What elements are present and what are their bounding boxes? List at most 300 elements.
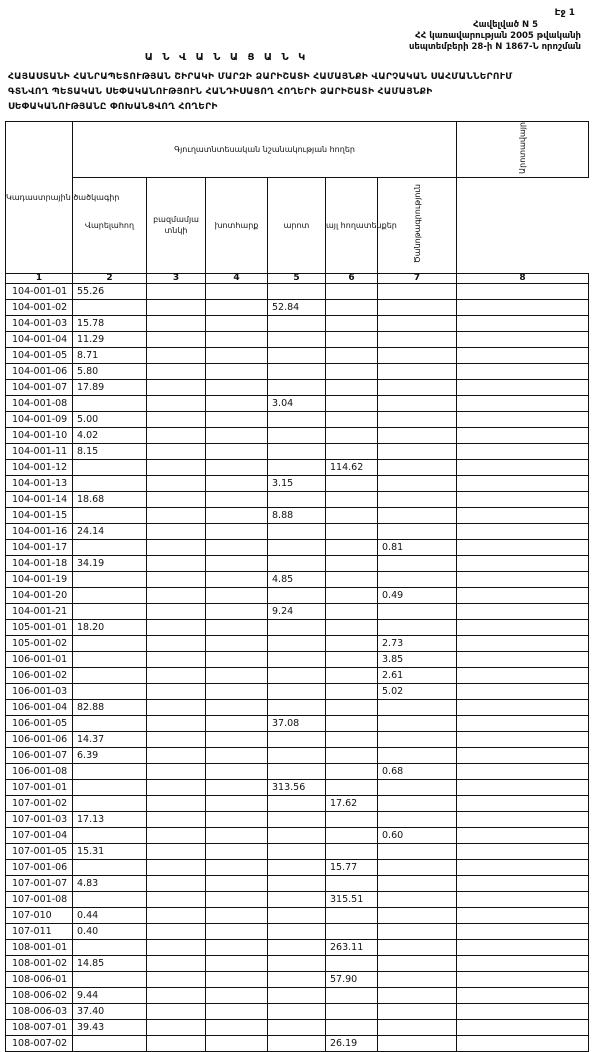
cadastral-code-cell: 108-006-01 (6, 971, 73, 987)
area-value-cell (73, 603, 147, 619)
area-value-cell (457, 635, 589, 651)
area-value-cell: 3.04 (268, 395, 326, 411)
area-value-cell (378, 1019, 457, 1035)
area-value-cell (147, 827, 206, 843)
area-value-cell (147, 715, 206, 731)
area-value-cell (457, 1003, 589, 1019)
column-header-hayfield: խոտհարք (206, 177, 268, 273)
area-value-cell: 34.19 (73, 555, 147, 571)
area-value-cell (147, 331, 206, 347)
area-value-cell (147, 427, 206, 443)
table-row (6, 683, 589, 699)
area-value-cell (378, 555, 457, 571)
area-value-cell (73, 827, 147, 843)
cadastral-code-cell: 107-001-06 (6, 859, 73, 875)
area-value-cell: 5.02 (378, 683, 457, 699)
area-value-cell: 5.80 (73, 363, 147, 379)
area-value-cell: 2.61 (378, 667, 457, 683)
area-value-cell (457, 411, 589, 427)
area-value-cell (457, 619, 589, 635)
area-value-cell (73, 859, 147, 875)
area-value-cell (457, 475, 589, 491)
table-row (6, 411, 589, 427)
area-value-cell (206, 747, 268, 763)
area-value-cell (326, 395, 378, 411)
area-value-cell (73, 651, 147, 667)
cadastral-code-cell: 107-001-04 (6, 827, 73, 843)
area-value-cell (206, 971, 268, 987)
area-value-cell (268, 347, 326, 363)
area-value-cell (206, 315, 268, 331)
area-value-cell (378, 1003, 457, 1019)
area-value-cell (378, 939, 457, 955)
area-value-cell (268, 923, 326, 939)
decree-reference-line-1: ՀՀ կառավարության 2005 թվականի (415, 31, 581, 41)
area-value-cell (326, 1019, 378, 1035)
area-value-cell (206, 539, 268, 555)
area-value-cell (268, 987, 326, 1003)
area-value-cell (147, 859, 206, 875)
table-row (6, 347, 589, 363)
column-number: 7 (378, 273, 457, 283)
area-value-cell (268, 795, 326, 811)
area-value-cell (326, 843, 378, 859)
area-value-cell (206, 859, 268, 875)
area-value-cell (147, 379, 206, 395)
area-value-cell: 17.62 (326, 795, 378, 811)
table-row (6, 363, 589, 379)
area-value-cell (73, 971, 147, 987)
area-value-cell: 4.83 (73, 875, 147, 891)
table-row (6, 379, 589, 395)
table-row (6, 459, 589, 475)
area-value-cell (326, 763, 378, 779)
area-value-cell (206, 395, 268, 411)
area-value-cell (147, 731, 206, 747)
cadastral-code-cell: 107-010 (6, 907, 73, 923)
area-value-cell (378, 443, 457, 459)
cadastral-code-cell: 108-001-01 (6, 939, 73, 955)
area-value-cell (147, 875, 206, 891)
area-value-cell (73, 571, 147, 587)
column-number: 6 (326, 273, 378, 283)
area-value-cell (457, 379, 589, 395)
area-value-cell (378, 491, 457, 507)
cadastral-code-cell: 104-001-08 (6, 395, 73, 411)
document-subtitle: ՀԱՅԱՍՏԱՆԻ ՀԱՆՐԱՊԵՏՈՒԹՅԱՆ ՇԻՐԱԿԻ ՄԱՐԶԻ ՁԱՐԻՇԱՏԻ ՀԱՄԱՅՆՔԻ ՎԱՐՉԱԿԱՆ ՍԱՀՄԱՆՆԵՐՈՒՄ ԳՏՆՎՈՂ ՊԵՏԱԿԱՆ ՍԵՓԱԿԱՆՈՒԹՅՈՒՆ ՀԱՆԴԻՍԱՑՈՂ ՀՈՂԵՐԻ ՁԱՐԻՇԱՏԻ ՀԱՄԱՅՆՔԻ ՍԵՓԱԿԱՆՈՒԹՅԱՆԸ ՓՈԽԱՆՑՎՈՂ ՀՈՂԵՐԻ (8, 72, 513, 112)
table-row (6, 603, 589, 619)
cadastral-code-cell: 104-001-01 (6, 283, 73, 299)
cadastral-code-cell: 107-001-01 (6, 779, 73, 795)
area-value-cell (147, 699, 206, 715)
table-row (6, 875, 589, 891)
area-value-cell (268, 843, 326, 859)
area-value-cell (268, 683, 326, 699)
area-value-cell (206, 1035, 268, 1051)
table-row (6, 331, 589, 347)
area-value-cell (268, 331, 326, 347)
area-value-cell: 15.77 (326, 859, 378, 875)
area-value-cell (457, 763, 589, 779)
area-value-cell (268, 1003, 326, 1019)
table-row (6, 795, 589, 811)
cadastral-code-cell: 106-001-04 (6, 699, 73, 715)
area-value-cell (457, 539, 589, 555)
area-value-cell (326, 555, 378, 571)
area-value-cell (206, 699, 268, 715)
area-value-cell (206, 571, 268, 587)
area-value-cell (457, 907, 589, 923)
cadastral-code-cell: 104-001-06 (6, 363, 73, 379)
area-value-cell (457, 731, 589, 747)
area-value-cell (147, 283, 206, 299)
table-row (6, 443, 589, 459)
cadastral-code-cell: 106-001-08 (6, 763, 73, 779)
area-value-cell (326, 923, 378, 939)
area-value-cell (326, 875, 378, 891)
area-value-cell (326, 731, 378, 747)
area-value-cell: 0.68 (378, 763, 457, 779)
area-value-cell (73, 939, 147, 955)
cadastral-code-cell: 106-001-03 (6, 683, 73, 699)
area-value-cell (268, 955, 326, 971)
area-value-cell (147, 475, 206, 491)
area-value-cell (378, 363, 457, 379)
area-value-cell (457, 555, 589, 571)
table-row (6, 539, 589, 555)
area-value-cell (457, 427, 589, 443)
table-row (6, 699, 589, 715)
table-row (6, 1003, 589, 1019)
area-value-cell (147, 635, 206, 651)
area-value-cell (268, 635, 326, 651)
area-value-cell (378, 523, 457, 539)
area-value-cell (378, 427, 457, 443)
annex-label: Հավելված N 5 (473, 20, 538, 30)
area-value-cell (378, 619, 457, 635)
area-value-cell (268, 427, 326, 443)
column-number: 1 (6, 273, 73, 283)
cadastral-code-cell: 106-001-07 (6, 747, 73, 763)
table-row (6, 651, 589, 667)
area-value-cell (378, 923, 457, 939)
area-value-cell (206, 891, 268, 907)
cadastral-code-cell: 104-001-14 (6, 491, 73, 507)
area-value-cell (206, 1019, 268, 1035)
area-value-cell (268, 363, 326, 379)
area-value-cell (457, 715, 589, 731)
area-value-cell (147, 539, 206, 555)
area-value-cell (457, 459, 589, 475)
area-value-cell (326, 587, 378, 603)
area-value-cell (206, 459, 268, 475)
area-value-cell (457, 779, 589, 795)
area-value-cell: 9.24 (268, 603, 326, 619)
area-value-cell (147, 299, 206, 315)
area-value-cell (73, 539, 147, 555)
area-value-cell (326, 811, 378, 827)
area-value-cell (326, 571, 378, 587)
area-value-cell (206, 427, 268, 443)
area-value-cell (378, 283, 457, 299)
area-value-cell (147, 651, 206, 667)
area-value-cell (326, 699, 378, 715)
area-value-cell (73, 1035, 147, 1051)
column-header-cadastral-code: Կադաստրային ծածկագիր (6, 122, 73, 274)
area-value-cell (268, 939, 326, 955)
area-value-cell: 8.15 (73, 443, 147, 459)
area-value-cell (147, 411, 206, 427)
area-value-cell: 0.81 (378, 539, 457, 555)
area-value-cell: 26.19 (326, 1035, 378, 1051)
area-value-cell (206, 507, 268, 523)
column-number-row (6, 273, 589, 283)
table-row (6, 283, 589, 299)
area-value-cell (206, 603, 268, 619)
area-value-cell (206, 923, 268, 939)
area-value-cell (457, 699, 589, 715)
area-value-cell (206, 651, 268, 667)
area-value-cell: 4.85 (268, 571, 326, 587)
area-value-cell (378, 715, 457, 731)
area-value-cell: 114.62 (326, 459, 378, 475)
area-value-cell (378, 507, 457, 523)
area-value-cell (147, 987, 206, 1003)
area-value-cell (73, 667, 147, 683)
area-value-cell (147, 843, 206, 859)
area-value-cell: 39.43 (73, 1019, 147, 1035)
area-value-cell (378, 971, 457, 987)
area-value-cell: 263.11 (326, 939, 378, 955)
area-value-cell (147, 811, 206, 827)
area-value-cell: 0.40 (73, 923, 147, 939)
area-value-cell (147, 955, 206, 971)
area-value-cell (457, 507, 589, 523)
area-value-cell (73, 715, 147, 731)
cadastral-code-cell: 104-001-10 (6, 427, 73, 443)
area-value-cell: 0.49 (378, 587, 457, 603)
column-number: 5 (268, 273, 326, 283)
table-row (6, 811, 589, 827)
area-value-cell: 15.31 (73, 843, 147, 859)
area-value-cell (378, 859, 457, 875)
area-value-cell (206, 379, 268, 395)
area-value-cell (457, 987, 589, 1003)
area-value-cell (457, 283, 589, 299)
area-value-cell (206, 987, 268, 1003)
area-value-cell (326, 331, 378, 347)
area-value-cell (206, 667, 268, 683)
table-row (6, 555, 589, 571)
area-value-cell (268, 763, 326, 779)
area-value-cell (147, 747, 206, 763)
table-row (6, 715, 589, 731)
area-value-cell (326, 715, 378, 731)
cadastral-code-cell: 107-001-03 (6, 811, 73, 827)
area-value-cell (206, 555, 268, 571)
area-value-cell (326, 491, 378, 507)
table-row (6, 635, 589, 651)
area-value-cell: 17.89 (73, 379, 147, 395)
area-value-cell: 313.56 (268, 779, 326, 795)
area-value-cell (73, 683, 147, 699)
area-value-cell (378, 987, 457, 1003)
table-row (6, 491, 589, 507)
area-value-cell (147, 619, 206, 635)
area-value-cell (326, 667, 378, 683)
area-value-cell (457, 1035, 589, 1051)
area-value-cell (73, 475, 147, 491)
table-row (6, 843, 589, 859)
table-row (6, 923, 589, 939)
area-value-cell (73, 891, 147, 907)
area-value-cell (378, 411, 457, 427)
area-value-cell (268, 875, 326, 891)
area-value-cell (326, 443, 378, 459)
area-value-cell (378, 811, 457, 827)
area-value-cell (73, 795, 147, 811)
area-value-cell (268, 907, 326, 923)
area-value-cell: 4.02 (73, 427, 147, 443)
area-value-cell (457, 331, 589, 347)
table-row (6, 779, 589, 795)
area-value-cell: 0.60 (378, 827, 457, 843)
area-value-cell (268, 827, 326, 843)
area-value-cell (147, 315, 206, 331)
area-value-cell (268, 491, 326, 507)
area-value-cell: 15.78 (73, 315, 147, 331)
area-value-cell (378, 299, 457, 315)
area-value-cell (457, 395, 589, 411)
area-value-cell (206, 363, 268, 379)
column-header-pasture-land: այլ հողատեսքեր (326, 177, 378, 273)
area-value-cell (378, 395, 457, 411)
area-value-cell: 8.71 (73, 347, 147, 363)
area-value-cell (378, 699, 457, 715)
area-value-cell (147, 459, 206, 475)
area-value-cell (206, 731, 268, 747)
area-value-cell (457, 939, 589, 955)
area-value-cell (268, 555, 326, 571)
area-value-cell (268, 1019, 326, 1035)
area-value-cell (268, 891, 326, 907)
area-value-cell (326, 363, 378, 379)
area-value-cell (206, 587, 268, 603)
table-row (6, 763, 589, 779)
area-value-cell (147, 667, 206, 683)
area-value-cell (206, 683, 268, 699)
area-value-cell (268, 443, 326, 459)
cadastral-code-cell: 108-006-03 (6, 1003, 73, 1019)
area-value-cell: 14.85 (73, 955, 147, 971)
area-value-cell (326, 827, 378, 843)
cadastral-code-cell: 104-001-19 (6, 571, 73, 587)
area-value-cell (378, 603, 457, 619)
cadastral-code-cell: 107-001-05 (6, 843, 73, 859)
area-value-cell (378, 747, 457, 763)
area-value-cell (378, 907, 457, 923)
area-value-cell (457, 875, 589, 891)
area-value-cell (73, 635, 147, 651)
page-number: Էջ 1 (554, 8, 575, 18)
area-value-cell (326, 683, 378, 699)
table-row (6, 395, 589, 411)
area-value-cell (457, 603, 589, 619)
cadastral-code-cell: 104-001-11 (6, 443, 73, 459)
column-header-perennial: բազմամյա տնկի (147, 177, 206, 273)
area-value-cell (147, 507, 206, 523)
cadastral-code-cell: 104-001-17 (6, 539, 73, 555)
area-value-cell (326, 955, 378, 971)
area-value-cell: 24.14 (73, 523, 147, 539)
area-value-cell: 82.88 (73, 699, 147, 715)
table-row (6, 1035, 589, 1051)
area-value-cell (206, 475, 268, 491)
area-value-cell (206, 635, 268, 651)
area-value-cell (206, 875, 268, 891)
column-group-agricultural-land: Գյուղատնտեսական նշանակության հողեր (73, 122, 457, 178)
area-value-cell (147, 363, 206, 379)
area-value-cell (326, 779, 378, 795)
area-value-cell (378, 779, 457, 795)
table-row (6, 955, 589, 971)
area-value-cell (326, 315, 378, 331)
area-value-cell (147, 603, 206, 619)
area-value-cell (206, 411, 268, 427)
cadastral-code-cell: 106-001-02 (6, 667, 73, 683)
area-value-cell (206, 299, 268, 315)
area-value-cell (457, 363, 589, 379)
area-value-cell (268, 411, 326, 427)
area-value-cell: 5.00 (73, 411, 147, 427)
table-row (6, 1019, 589, 1035)
area-value-cell (73, 587, 147, 603)
area-value-cell (73, 779, 147, 795)
area-value-cell (268, 667, 326, 683)
table-row (6, 987, 589, 1003)
area-value-cell (457, 891, 589, 907)
area-value-cell (378, 795, 457, 811)
table-row (6, 619, 589, 635)
area-value-cell: 57.90 (326, 971, 378, 987)
cadastral-code-cell: 104-001-03 (6, 315, 73, 331)
area-value-cell: 18.68 (73, 491, 147, 507)
cadastral-code-cell: 105-001-01 (6, 619, 73, 635)
column-number: 4 (206, 273, 268, 283)
cadastral-code-cell: 106-001-05 (6, 715, 73, 731)
area-value-cell (268, 539, 326, 555)
area-value-cell (457, 971, 589, 987)
table-row (6, 667, 589, 683)
area-value-cell: 18.20 (73, 619, 147, 635)
area-value-cell (457, 683, 589, 699)
area-value-cell (457, 571, 589, 587)
area-value-cell (147, 523, 206, 539)
area-value-cell (147, 1003, 206, 1019)
area-value-cell (206, 715, 268, 731)
area-value-cell (378, 315, 457, 331)
cadastral-code-cell: 108-001-02 (6, 955, 73, 971)
area-value-cell (378, 891, 457, 907)
table-row (6, 475, 589, 491)
cadastral-code-cell: 104-001-07 (6, 379, 73, 395)
cadastral-code-cell: 106-001-06 (6, 731, 73, 747)
area-value-cell (206, 843, 268, 859)
area-value-cell (268, 651, 326, 667)
cadastral-code-cell: 104-001-12 (6, 459, 73, 475)
area-value-cell: 17.13 (73, 811, 147, 827)
area-value-cell (326, 475, 378, 491)
